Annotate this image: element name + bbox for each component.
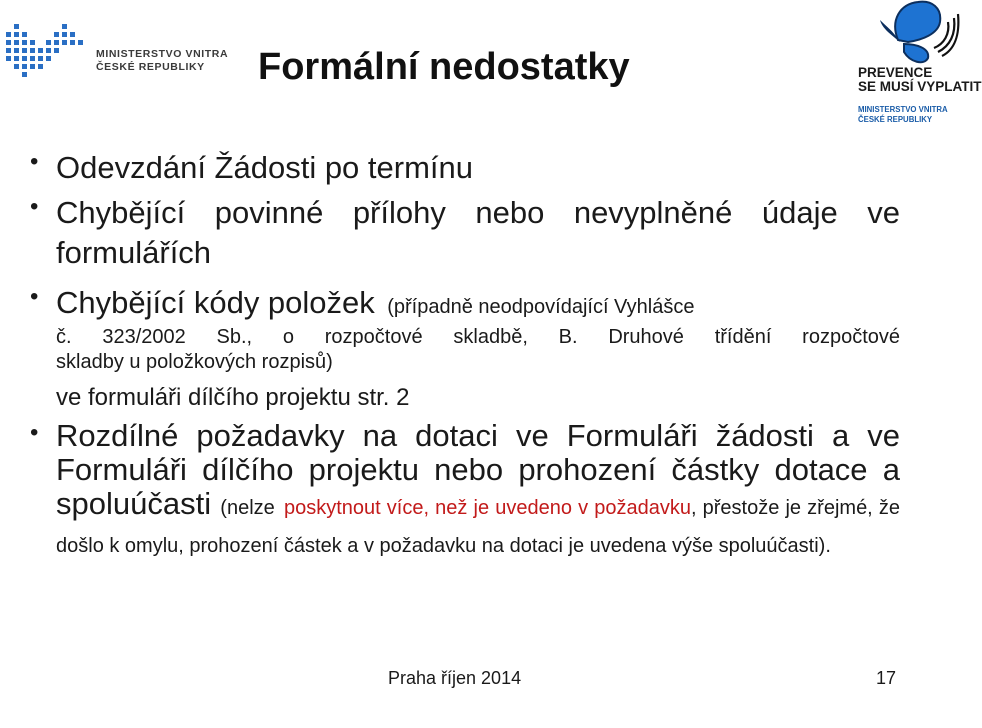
item-main-text: Rozdílné požadavky na dotaci ve Formuláři žádosti a ve Formuláři dílčího projektu nebo prohození částky dotace a spoluúčasti <box>56 418 900 521</box>
item-note-line: č. 323/2002 Sb., o rozpočtové skladbě, B. Druhové třídění rozpočtové <box>56 326 900 348</box>
ministry-name <box>96 48 228 74</box>
item-text: Odevzdání Žádosti po termínu <box>56 150 474 185</box>
bullet-item-missing-attachments <box>30 193 900 273</box>
ministry-logo <box>4 18 234 88</box>
butterfly-icon <box>820 0 960 70</box>
bullet-item-differing-requirements <box>30 419 900 559</box>
bullet-item-late-submission <box>30 148 900 188</box>
item-text <box>56 419 900 559</box>
prevention-ministry-line-1: MINISTERSTVO VNITRA <box>858 105 948 114</box>
footer-date: Praha říjen 2014 <box>388 668 522 688</box>
prevention-ministry <box>858 105 948 125</box>
item-note-start: (nelze <box>220 497 275 519</box>
prevention-slogan <box>858 66 982 94</box>
bullet-icon: • <box>30 419 39 446</box>
slogan-line-2: SE MUSÍ VYPLATIT <box>858 79 982 94</box>
bullet-icon: • <box>30 283 39 310</box>
slide-title: Formální nedostatky <box>258 46 630 88</box>
ministry-line-1: MINISTERSTVO VNITRA <box>96 48 229 60</box>
item-note-rest: , přestože je zřejmé, že došlo k omylu, prohození částek a v požadavku na dotaci je uvedena výše spoluúčasti). <box>56 497 900 557</box>
bullet-icon: • <box>30 193 39 220</box>
item-tail-text: ve formuláři dílčího projektu str. 2 <box>56 384 410 411</box>
bullet-list <box>30 148 900 559</box>
page-number: 17 <box>876 668 897 688</box>
item-note-start: (případně neodpovídající Vyhlášce <box>387 296 695 318</box>
prevention-logo <box>820 0 982 130</box>
item-first-line <box>56 283 900 329</box>
slogan-line-1: PREVENCE <box>858 65 933 80</box>
item-note-end: skladby u položkových rozpisů) <box>56 351 333 373</box>
ministry-dots-icon <box>4 18 84 80</box>
ministry-line-2: ČESKÉ REPUBLIKY <box>96 61 205 73</box>
item-text: Chybějící povinné přílohy nebo nevyplněné údaje ve formulářích <box>56 195 900 270</box>
prevention-ministry-line-2: ČESKÉ REPUBLIKY <box>858 115 933 124</box>
item-red-text: poskytnout více, než je uvedeno v požadavku <box>283 497 691 519</box>
bullet-item-missing-codes <box>30 283 900 415</box>
bullet-icon: • <box>30 148 39 175</box>
item-main-text: Chybějící kódy položek <box>56 285 375 320</box>
